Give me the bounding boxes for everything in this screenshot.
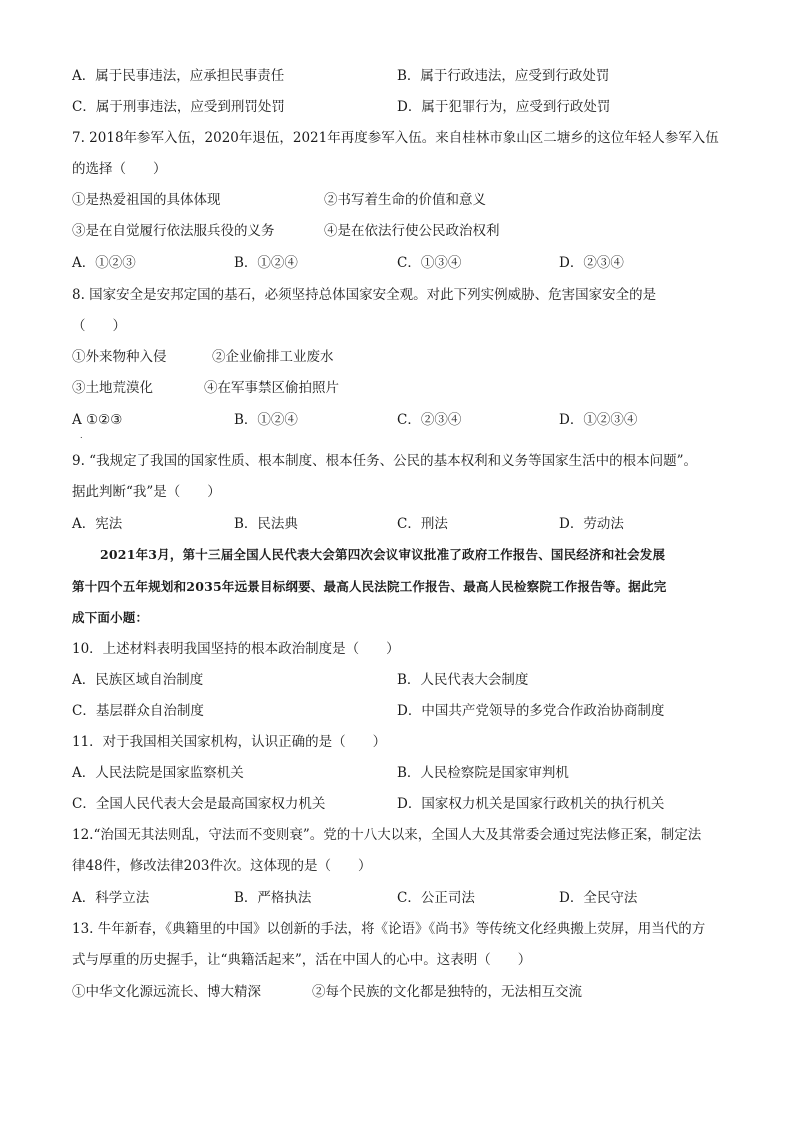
q7-stem-line1: 7. 2018年参军入伍，2020年退伍，2021年再度参军入伍。来自桂林市象山区二塘乡的这位年轻人参军入伍: [72, 130, 719, 146]
q8-item-1: ①外来物种入侵: [72, 349, 167, 365]
q8-option-c: C．②③④: [397, 412, 462, 428]
q8-item-2: ②企业偷排工业废水: [212, 349, 334, 365]
q6-option-d: D．属于犯罪行为，应受到行政处罚: [397, 99, 611, 115]
q7-item-3: ③是在自觉履行依法服兵役的义务: [72, 223, 275, 239]
q6-option-a: A．属于民事违法，应承担民事责任: [72, 68, 285, 84]
q7-option-b: B．①②④: [234, 255, 298, 271]
material-line1: 2021年3月，第十三届全国人民代表大会第四次会议审议批准了政府工作报告、国民经济和社会发展: [100, 547, 666, 562]
q10-option-b: B．人民代表大会制度: [397, 672, 529, 688]
q9-stem-line2: 据此判断“我”是（ ）: [72, 484, 221, 500]
q11-option-c: C．全国人民代表大会是最高国家权力机关: [72, 796, 326, 812]
q8-item-4: ④在军事禁区偷拍照片: [204, 380, 339, 396]
q8-option-b: B．①②④: [234, 412, 298, 428]
q7-option-a: A．①②③: [72, 255, 136, 271]
q9-stem-line1: 9. “我规定了我国的国家性质、根本制度、根本任务、公民的基本权利和义务等国家生活中的根本问题”。: [72, 453, 697, 469]
q9-option-c: C．刑法: [397, 516, 448, 532]
q12-option-b: B．严格执法: [234, 890, 312, 906]
q7-item-1: ①是热爱祖国的具体体现: [72, 192, 221, 208]
q12-stem-line2: 律48件，修改法律203件次。这体现的是（ ）: [72, 858, 372, 874]
q6-option-b: B．属于行政违法，应受到行政处罚: [397, 68, 610, 84]
q13-item-2: ②每个民族的文化都是独特的，无法相互交流: [312, 984, 582, 1000]
q10-option-d: D．中国共产党领导的多党合作政治协商制度: [397, 703, 665, 719]
q10-option-c: C．基层群众自治制度: [72, 703, 204, 719]
q12-option-a: A．科学立法: [72, 890, 150, 906]
q7-stem-line2: 的选择（ ）: [72, 161, 167, 177]
q11-option-b: B．人民检察院是国家审判机: [397, 765, 569, 781]
q12-stem-line1: 12.“治国无其法则乱，守法而不变则衰”。党的十八大以来，全国人大及其常委会通过宪法修正案，制定法: [72, 827, 702, 843]
q8-item-3: ③土地荒漠化: [72, 380, 153, 396]
material-line2: 第十四个五年规划和2035年远景目标纲要、最高人民法院工作报告、最高人民检察院工作报告等。据此完: [72, 579, 667, 594]
q11-option-a: A．人民法院是国家监察机关: [72, 765, 244, 781]
q10-option-a: A．民族区域自治制度: [72, 672, 204, 688]
q7-option-d: D．②③④: [559, 255, 624, 271]
q12-option-d: D．全民守法: [559, 890, 638, 906]
q8-stem-line1: 8. 国家安全是安邦定国的基石，必须坚持总体国家安全观。对此下列实例威胁、危害国家安全的是: [72, 287, 657, 303]
q11-option-d: D．国家权力机关是国家行政机关的执行机关: [397, 796, 665, 812]
q12-option-c: C．公正司法: [397, 890, 475, 906]
stray-mark: .: [80, 431, 83, 440]
q13-item-1: ①中华文化源远流长、博大精深: [72, 984, 261, 1000]
q13-stem-line2: 式与厚重的历史握手，让“典籍活起来”，活在中国人的心中。这表明（ ）: [72, 952, 532, 968]
q10-stem: 10．上述材料表明我国坚持的根本政治制度是（ ）: [72, 641, 400, 657]
q9-option-d: D．劳动法: [559, 516, 624, 532]
q7-item-2: ②书写着生命的价值和意义: [324, 192, 486, 208]
q6-option-c: C．属于刑事违法，应受到刑罚处罚: [72, 99, 285, 115]
material-line3: 成下面小题：: [72, 610, 149, 625]
q11-stem: 11．对于我国相关国家机构，认识正确的是（ ）: [72, 734, 387, 750]
q9-option-a: A．宪法: [72, 516, 123, 532]
q8-option-d: D．①②③④: [559, 412, 638, 428]
q9-option-b: B．民法典: [234, 516, 298, 532]
q7-item-4: ④是在依法行使公民政治权利: [324, 223, 500, 239]
q8-option-a: A ①②③: [72, 412, 123, 428]
q8-stem-line2: （ ）: [72, 318, 126, 334]
q7-option-c: C．①③④: [397, 255, 462, 271]
q13-stem-line1: 13. 牛年新春，《典籍里的中国》以创新的手法，将《论语》《尚书》等传统文化经典搬上荧屏，用当代的方: [72, 921, 706, 937]
